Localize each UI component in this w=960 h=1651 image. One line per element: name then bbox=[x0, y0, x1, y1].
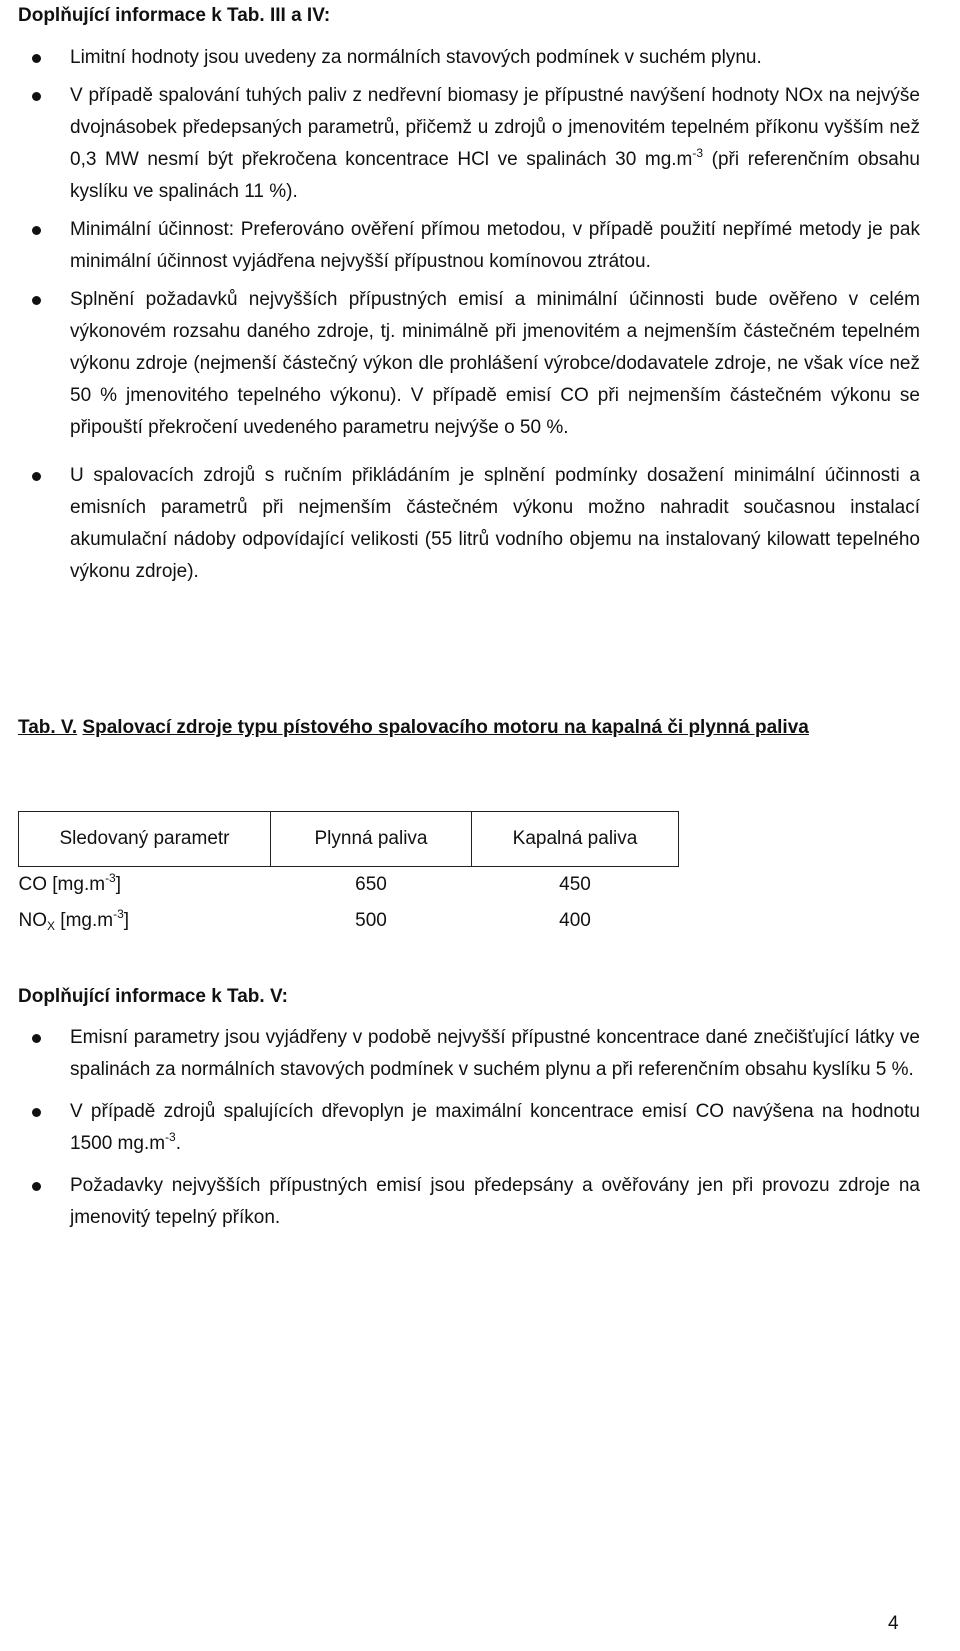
table-title: Spalovací zdroje typu pístového spalovacího motoru na kapalná či plynná paliva bbox=[82, 717, 809, 738]
bullet-list bbox=[18, 1022, 920, 1244]
list-item: Požadavky nejvyšších přípustných emisí jsou předepsány a ověřovány jen při provozu zdroje na jmenovitý tepelný příkon. bbox=[18, 1170, 920, 1234]
table-header-row bbox=[19, 812, 679, 867]
list-item: U spalovacích zdrojů s ručním přikládáním je splnění podmínky dosažení minimální účinnosti a emisních parametrů při nejmenším částečném výkonu možno nahradit současnou instalací akumulační nádoby odpovídající velikosti (55 litrů vodního objemu na instalovaný kilowatt tepelného výkonu zdroje). bbox=[18, 460, 920, 588]
param-cell: $NO_X$ $[mg.m^{-3}]$ bbox=[18, 907, 130, 933]
list-item: Limitní hodnoty jsou uvedeny za normálních stavových podmínek v suchém plynu. bbox=[18, 42, 920, 74]
value-cell: 650 bbox=[355, 874, 387, 895]
emission-table bbox=[18, 811, 679, 939]
table-row bbox=[19, 867, 679, 904]
list-item: V případě spalování tuhých paliv z nedřevní biomasy je přípustné navýšení hodnoty NOx na nejvýše dvojnásobek předepsaných parametrů, přičemž u zdrojů o jmenovitém tepelném příkonu vyšším než 0,3 MW nesmí být překročena koncentrace HCl ve spalinách 30 $mg.m^{-3}$ (při referenčním obsahu kyslíku ve spalinách 11 %). bbox=[18, 80, 920, 208]
section-heading: Doplňující informace k Tab. III a IV: bbox=[18, 5, 331, 26]
list-item: V případě zdrojů spalujících dřevoplyn je maximální koncentrace emisí CO navýšena na hodnotu 1500 $mg.m^{-3}$. bbox=[18, 1096, 920, 1160]
section-heading: Doplňující informace k Tab. V: bbox=[18, 986, 288, 1007]
list-item: Minimální účinnost: Preferováno ověření přímou metodou, v případě použití nepřímé metody je pak minimální účinnost vyjádřena nejvyšší přípustnou komínovou ztrátou. bbox=[18, 214, 920, 278]
table-label: Tab. V. bbox=[18, 717, 78, 738]
column-header: Sledovaný parametr bbox=[19, 812, 271, 867]
column-header: Kapalná paliva bbox=[472, 812, 679, 867]
bullet-list bbox=[18, 42, 920, 594]
table-row bbox=[19, 903, 679, 939]
value-cell: 500 bbox=[355, 910, 387, 931]
column-header: Plynná paliva bbox=[271, 812, 472, 867]
list-item: Splnění požadavků nejvyšších přípustných emisí a minimální účinnosti bude ověřeno v celém výkonovém rozsahu daného zdroje, tj. minimálně při jmenovitém a nejmenším částečném tepelném výkonu zdroje (nejmenší částečný výkon dle prohlášení výrobce/dodavatele zdroje, ne však více než 50 % jmenovitého tepelného výkonu). V případě emisí CO při nejmenším částečném výkonu se připouští překročení uvedeného parametru nejvýše o 50 %. bbox=[18, 284, 920, 444]
page-number: 4 bbox=[888, 1613, 899, 1634]
param-cell: CO $[mg.m^{-3}]$ bbox=[18, 871, 122, 895]
value-cell: 400 bbox=[559, 910, 591, 931]
value-cell: 450 bbox=[559, 874, 591, 895]
list-item: Emisní parametry jsou vyjádřeny v podobě nejvyšší přípustné koncentrace dané znečišťující látky ve spalinách za normálních stavových podmínek v suchém plynu a při referenčním obsahu kyslíku 5 %. bbox=[18, 1022, 920, 1086]
table-caption bbox=[18, 712, 920, 744]
